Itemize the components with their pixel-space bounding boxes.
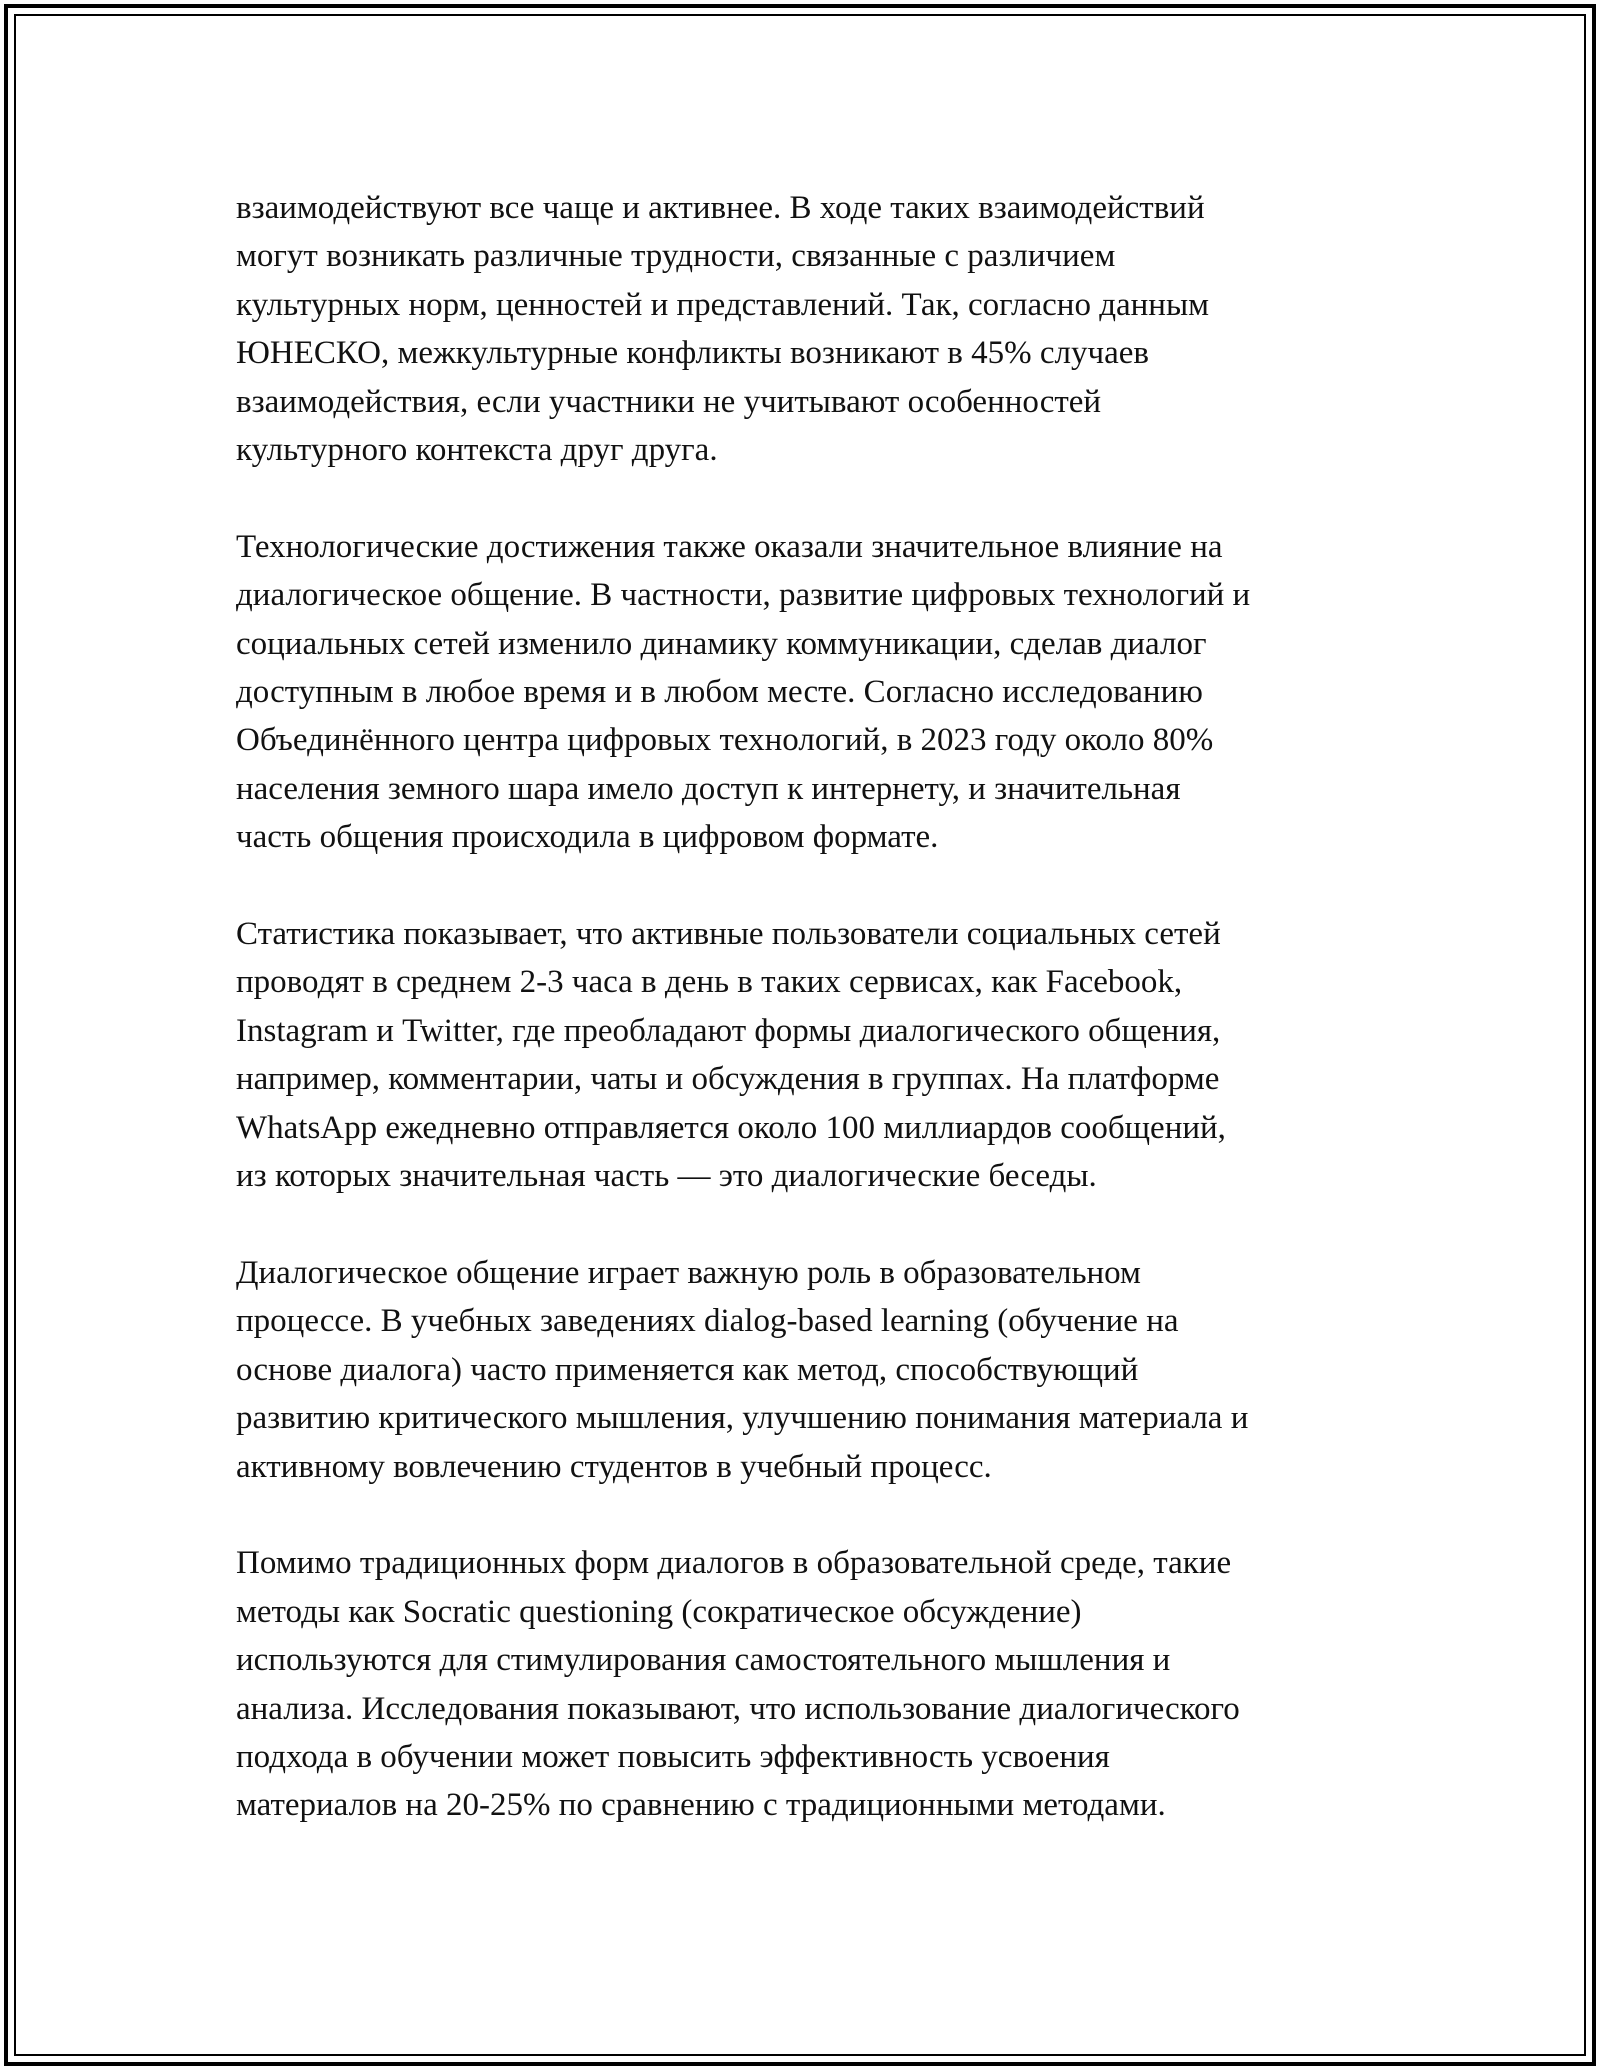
paragraph-intercultural-conflicts: взаимодействуют все чаще и активнее. В ходе таких взаимодействий могут возникать различные трудности, связанные с различием культурных норм, ценностей и представлений. Так, согласно данным ЮНЕСКО, межкультурные конфликты возникают в 45% случаев взаимодействия, если участники не учитывают особенностей культурного контекста друг друга. (236, 190, 1210, 469)
paragraph-technology-impact: Технологические достижения также оказали значительное влияние на диалогическое общение. В частности, развитие цифровых технологий и социальных сетей изменило динамику коммуникации, сделав диалог доступным в любое время и в любом месте. Согласно исследованию Объединённого центра цифровых технологий, в 2023 году около 80% населения земного шара имело доступ к интернету, и значительная часть общения происходила в цифровом формате. (236, 528, 1251, 856)
paragraph-social-media-statistics: Статистика показывает, что активные пользователи социальных сетей проводят в среднем 2-3 часа в день в таких сервисах, как Facebook, Instagram и Twitter, где преобладают формы диалогического общения, например, комментарии, чаты и обсуждения в группах. На платформе WhatsApp ежедневно отправляется около 100 миллиардов сообщений, из которых значительная часть — это диалогические беседы. (236, 916, 1226, 1195)
document-body (236, 184, 1386, 1878)
paragraph-socratic-questioning: Помимо традиционных форм диалогов в образовательной среде, такие методы как Socratic questioning (сократическое обсуждение) используются для стимулирования самостоятельного мышления и анализа. Исследования показывают, что использование диалогического подхода в обучении может повысить эффективность усвоения материалов на 20-25% по сравнению с традиционными методами. (236, 1545, 1240, 1824)
paragraph-education-dialogue: Диалогическое общение играет важную роль в образовательном процессе. В учебных заведениях dialog-based learning (обучение на основе диалога) часто применяется как метод, способствующий развитию критического мышления, улучшению понимания материала и активному вовлечению студентов в учебный процесс. (236, 1254, 1249, 1485)
